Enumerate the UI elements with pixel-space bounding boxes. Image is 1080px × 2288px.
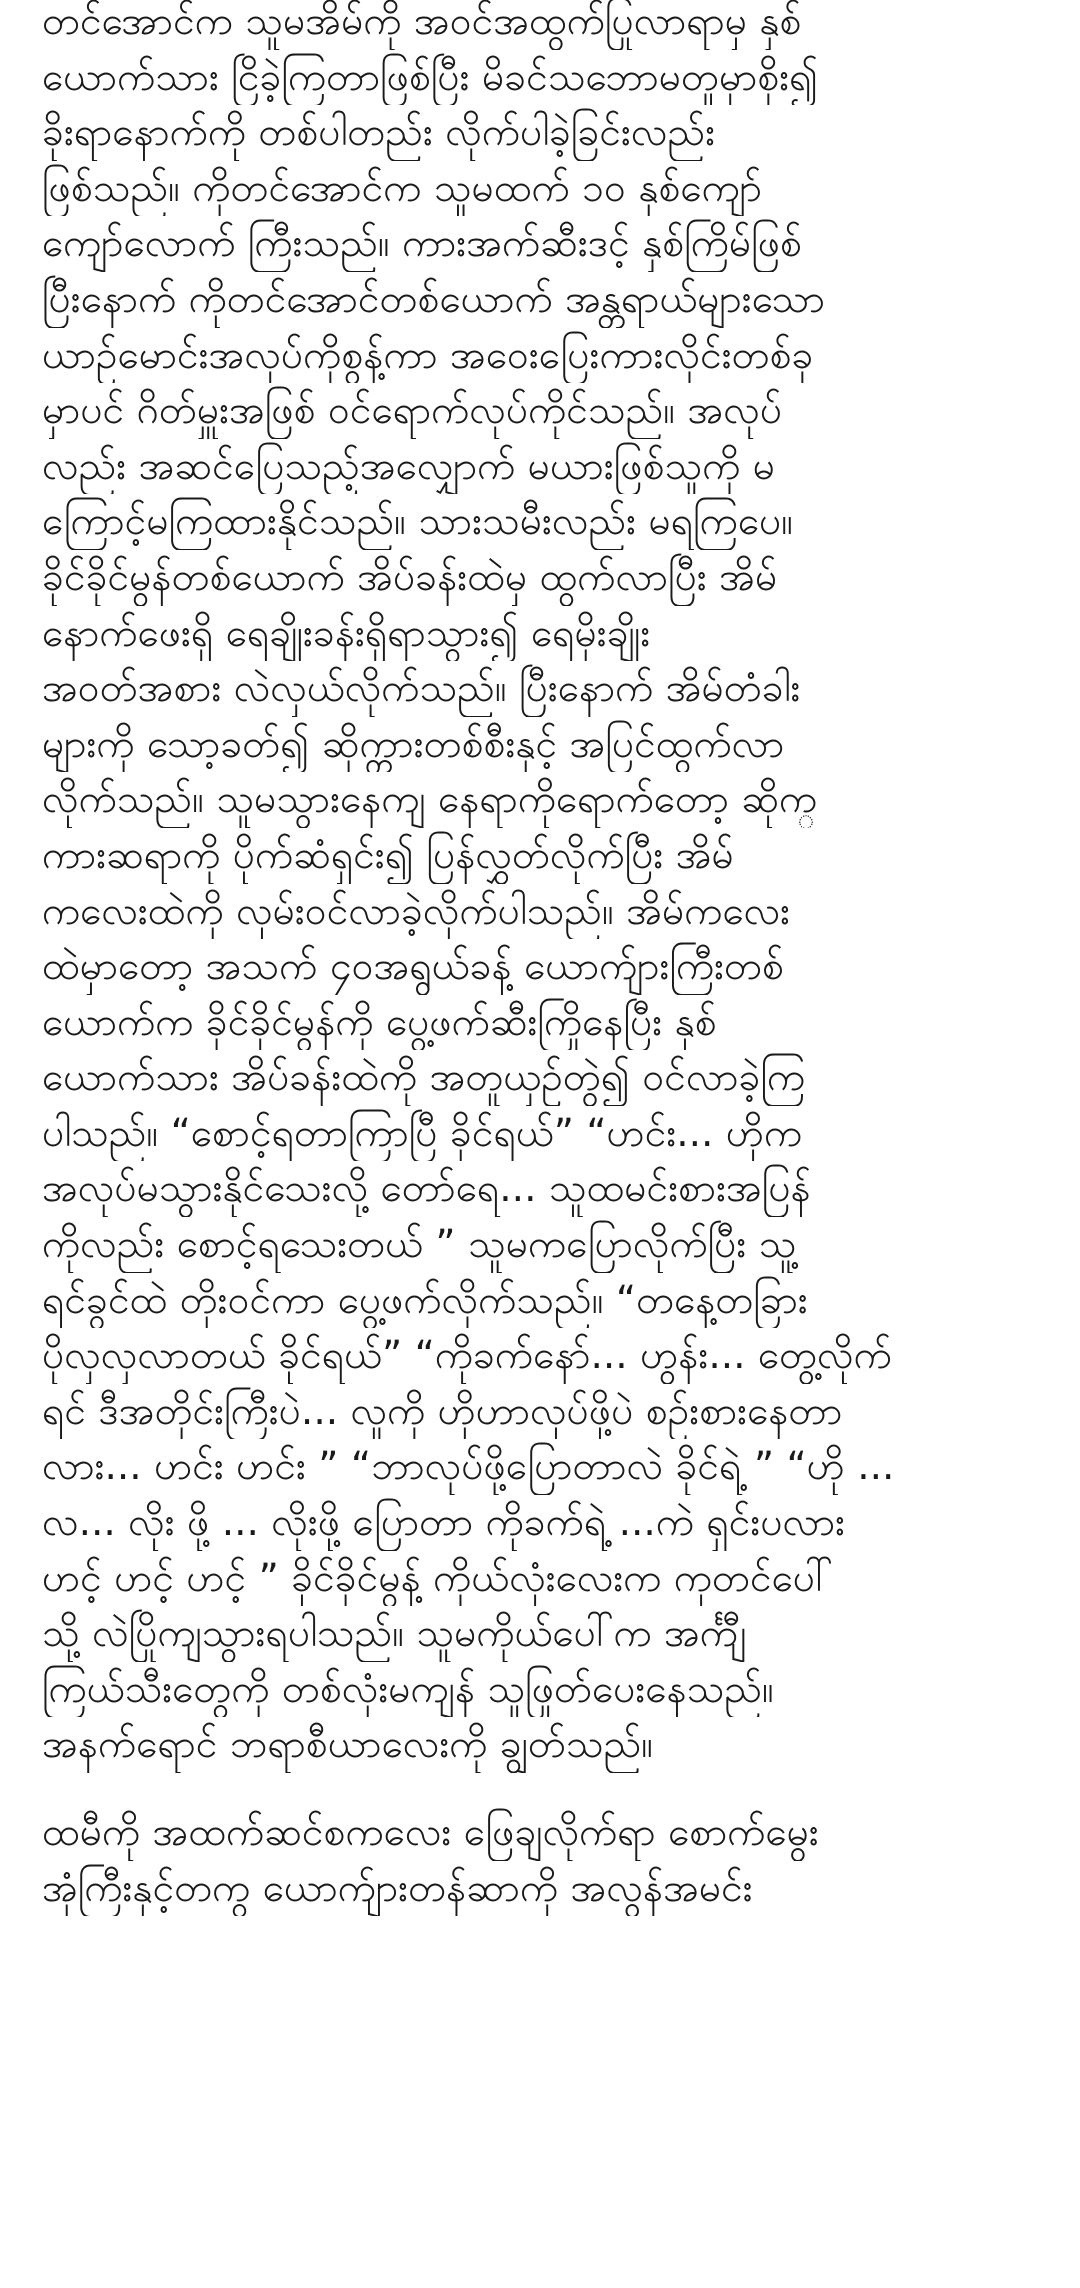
text-line: ထဲမှာတော့ အသက် ၄၀အရွယ်ခန့် ယောက်ျားကြီးတစ်: [42, 944, 784, 990]
text-line: ဖြစ်သည်။ ကိုတင်အောင်က သူမထက် ၁၀ နှစ်ကျော်: [42, 165, 762, 211]
text-line: ထမီကို အထက်ဆင်စကလေး ဖြေချလိုက်ရာ စောက်မွေး: [42, 1810, 819, 1855]
text-line: ကားဆရာကို ပိုက်ဆံရှင်း၍ ပြန်လွှတ်လိုက်ပြီး အိမ်: [42, 832, 734, 878]
text-line: ပိုလှလှလာတယ် ခိုင်ရယ်” “ကိုခက်နော်... ဟွန်း... တွေ့လိုက်: [42, 1333, 892, 1379]
text-line: ခိုးရာနောက်ကို တစ်ပါတည်း လိုက်ပါခဲ့ခြင်းလည်း: [42, 110, 716, 156]
story-paragraph: [42, 0, 1040, 1773]
text-line: နောက်ဖေးရှိ ရေချိုးခန်းရှိရာသွား၍ ရေမိုးချိုး: [42, 610, 651, 656]
story-text: [42, 0, 1040, 1916]
text-line: အလုပ်မသွားနိုင်သေးလို့ တော်ရေ... သူထမင်းစားအပြန်: [42, 1166, 811, 1212]
text-line: ခိုင်ခိုင်မွန်တစ်ယောက် အိပ်ခန်းထဲမှ ထွက်လာပြီး အိမ်: [42, 554, 778, 600]
story-paragraph: [42, 1805, 1040, 1916]
text-line: ကိုလည်း စောင့်ရသေးတယ် ” သူမကပြောလိုက်ပြီး သူ့: [42, 1222, 797, 1268]
text-line: ရင်ခွင်ထဲ တိုးဝင်ကာ ပွေ့ဖက်လိုက်သည်။ “တနေ့တခြား: [42, 1277, 808, 1323]
text-line: ယောက်သား ငြိခဲ့ကြတာဖြစ်ပြီး မိခင်သဘောမတူမှာစိုး၍: [42, 54, 819, 100]
text-line: ကြယ်သီးတွေကို တစ်လုံးမကျန် သူဖြုတ်ပေးနေသည်။: [42, 1666, 774, 1712]
text-line: ယောက်သား အိပ်ခန်းထဲကို အတူယှဉ်တွဲ၍ ဝင်လာခဲ့ကြ: [42, 1055, 806, 1101]
text-line: မှာပင် ဂိတ်မှူးအဖြစ် ဝင်ရောက်လုပ်ကိုင်သည်။ အလုပ်: [42, 388, 783, 434]
text-line: ရင် ဒီအတိုင်းကြီးပဲ... လူကို ဟိုဟာလုပ်ဖို့ပဲ စဉ်းစားနေတာ: [42, 1388, 843, 1434]
text-line: များကို သော့ခတ်၍ ဆိုက္ကားတစ်စီးနှင့် အပြင်ထွက်လာ: [42, 721, 785, 767]
text-line: အုံကြီးနှင့်တကွ ယောက်ျားတန်ဆာကို အလွန်အမင်း: [42, 1865, 753, 1911]
text-line: လ... လိုး ဖို့ ... လိုးဖို့ ပြောတာ ကိုခက်ရဲ့ ...ကဲ ရှင်းပလား: [42, 1500, 846, 1546]
text-line: လည်း အဆင်ပြေသည့်အလျှောက် မယားဖြစ်သူကို မ: [42, 443, 776, 489]
text-line: ကလေးထဲကို လှမ်းဝင်လာခဲ့လိုက်ပါသည်။ အိမ်ကလေး: [42, 888, 791, 934]
text-line: ဟင့် ဟင့် ဟင့် ” ခိုင်ခိုင်မွန့် ကိုယ်လုံးလေးက ကုတင်ပေါ်: [42, 1555, 833, 1601]
text-line: ပြီးနောက် ကိုတင်အောင်တစ်ယောက် အန္တရာယ်များသော: [42, 276, 826, 322]
text-line: ကျော်လောက် ကြီးသည်။ ကားအက်ဆီးဒင့် နှစ်ကြိမ်ဖြစ်: [42, 221, 802, 267]
text-line: အနက်ရောင် ဘရာစီယာလေးကို ချွတ်သည်။: [42, 1722, 654, 1768]
text-line: ပါသည်။ “စောင့်ရတာကြာပြီ ခိုင်ရယ်” “ဟင်း... ဟိုက: [42, 1110, 803, 1156]
text-line: တင်အောင်က သူမအိမ်ကို အဝင်အထွက်ပြုလာရာမှ နှစ်: [42, 0, 802, 44]
text-line: သို့ လဲပြိုကျသွားရပါသည်။ သူမကိုယ်ပေါ်က အင်္ကျီ: [42, 1611, 747, 1657]
text-line: ယာဉ်မောင်းအလုပ်ကိုစွန့်ကာ အဝေးပြေးကားလိုင်းတစ်ခု: [42, 332, 814, 378]
text-line: ယောက်က ခိုင်ခိုင်မွန်ကို ပွေ့ဖက်ဆီးကြိုနေပြီး နှစ်: [42, 999, 717, 1045]
text-line: လား... ဟင်း ဟင်း ” “ဘာလုပ်ဖို့ပြောတာလဲ ခိုင်ရဲ့ ” “ဟို ...: [42, 1444, 895, 1490]
text-line: အဝတ်အစား လဲလှယ်လိုက်သည်။ ပြီးနောက် အိမ်တံခါး: [42, 666, 801, 712]
text-line: လိုက်သည်။ သူမသွားနေကျ နေရာကိုရောက်တော့ ဆိုက္: [42, 777, 818, 823]
text-line: ကြောင့်မကြထားနိုင်သည်။ သားသမီးလည်း မရကြပေ။: [42, 499, 794, 545]
